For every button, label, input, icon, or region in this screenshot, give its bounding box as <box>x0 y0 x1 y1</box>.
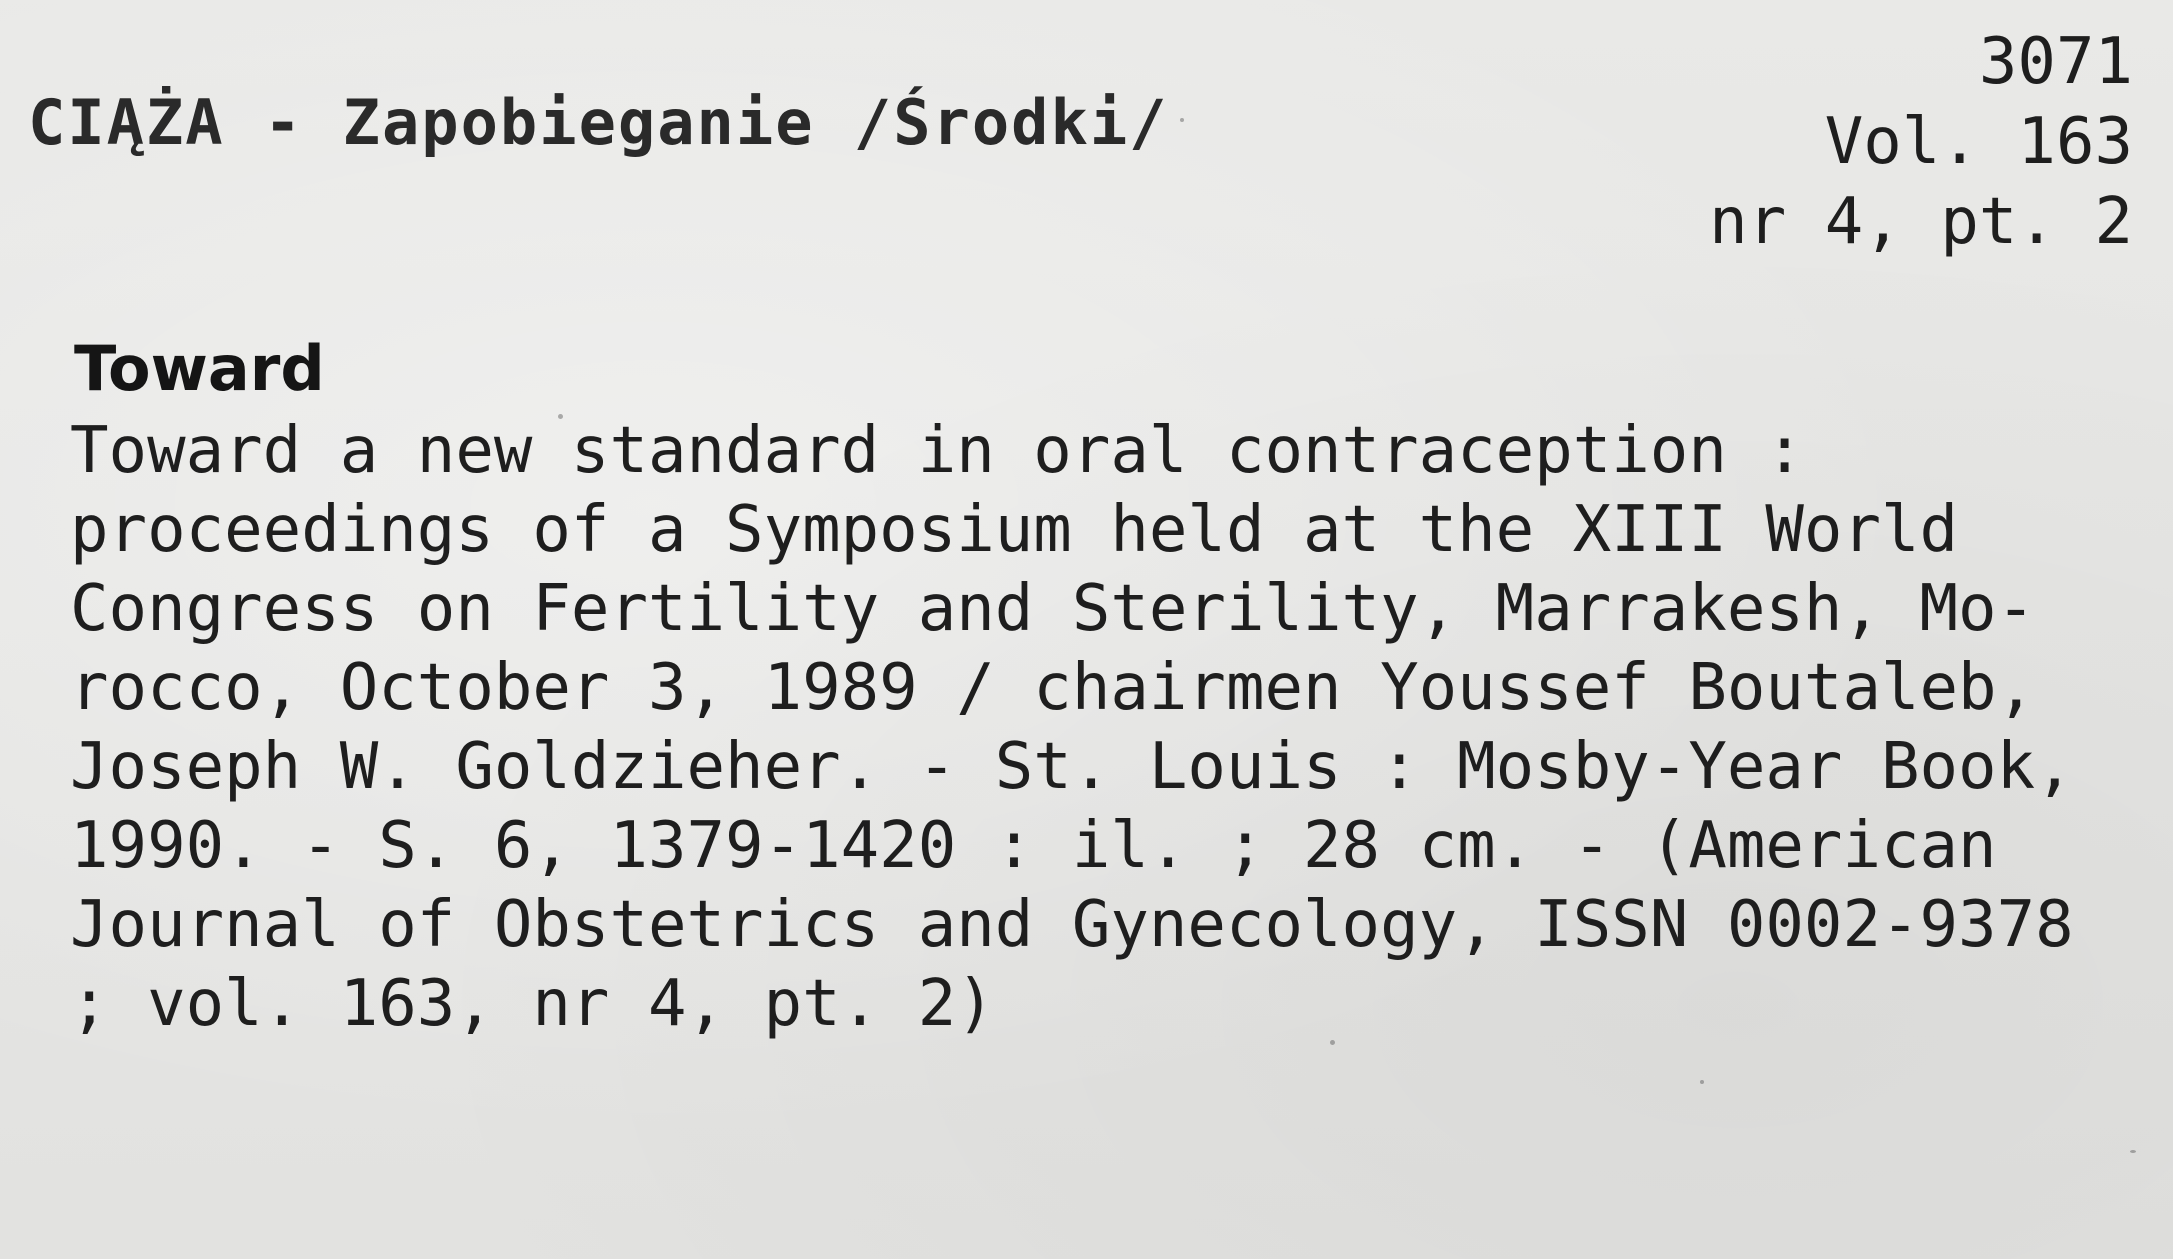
description-line: 1990. - S. 6, 1379-1420 : il. ; 28 cm. - (American <box>70 809 1997 883</box>
description-line: Joseph W. Goldzieher. - St. Louis : Mosby-Year Book, <box>70 730 2074 804</box>
call-number <box>1709 22 2133 262</box>
entry-heading: Toward <box>74 332 325 405</box>
description-line: Toward a new standard in oral contraception : <box>70 414 1804 488</box>
bibliographic-description <box>70 412 2074 1044</box>
description-line: ; vol. 163, nr 4, pt. 2) <box>70 967 995 1041</box>
description-line: Journal of Obstetrics and Gynecology, ISSN 0002-9378 <box>70 888 2074 962</box>
speck <box>1180 118 1184 122</box>
description-line: proceedings of a Symposium held at the XIII World <box>70 493 1959 567</box>
call-number-line: Vol. 163 <box>1824 105 2133 179</box>
speck <box>2130 1150 2136 1153</box>
call-number-line: nr 4, pt. 2 <box>1709 185 2133 259</box>
subject-heading: CIĄŻA - Zapobieganie /Środki/ <box>28 86 1169 159</box>
speck <box>1700 1080 1704 1084</box>
description-line: Congress on Fertility and Sterility, Marrakesh, Mo- <box>70 572 2036 646</box>
description-line: rocco, October 3, 1989 / chairmen Youssef Boutaleb, <box>70 651 2036 725</box>
call-number-line: 3071 <box>1978 25 2133 99</box>
